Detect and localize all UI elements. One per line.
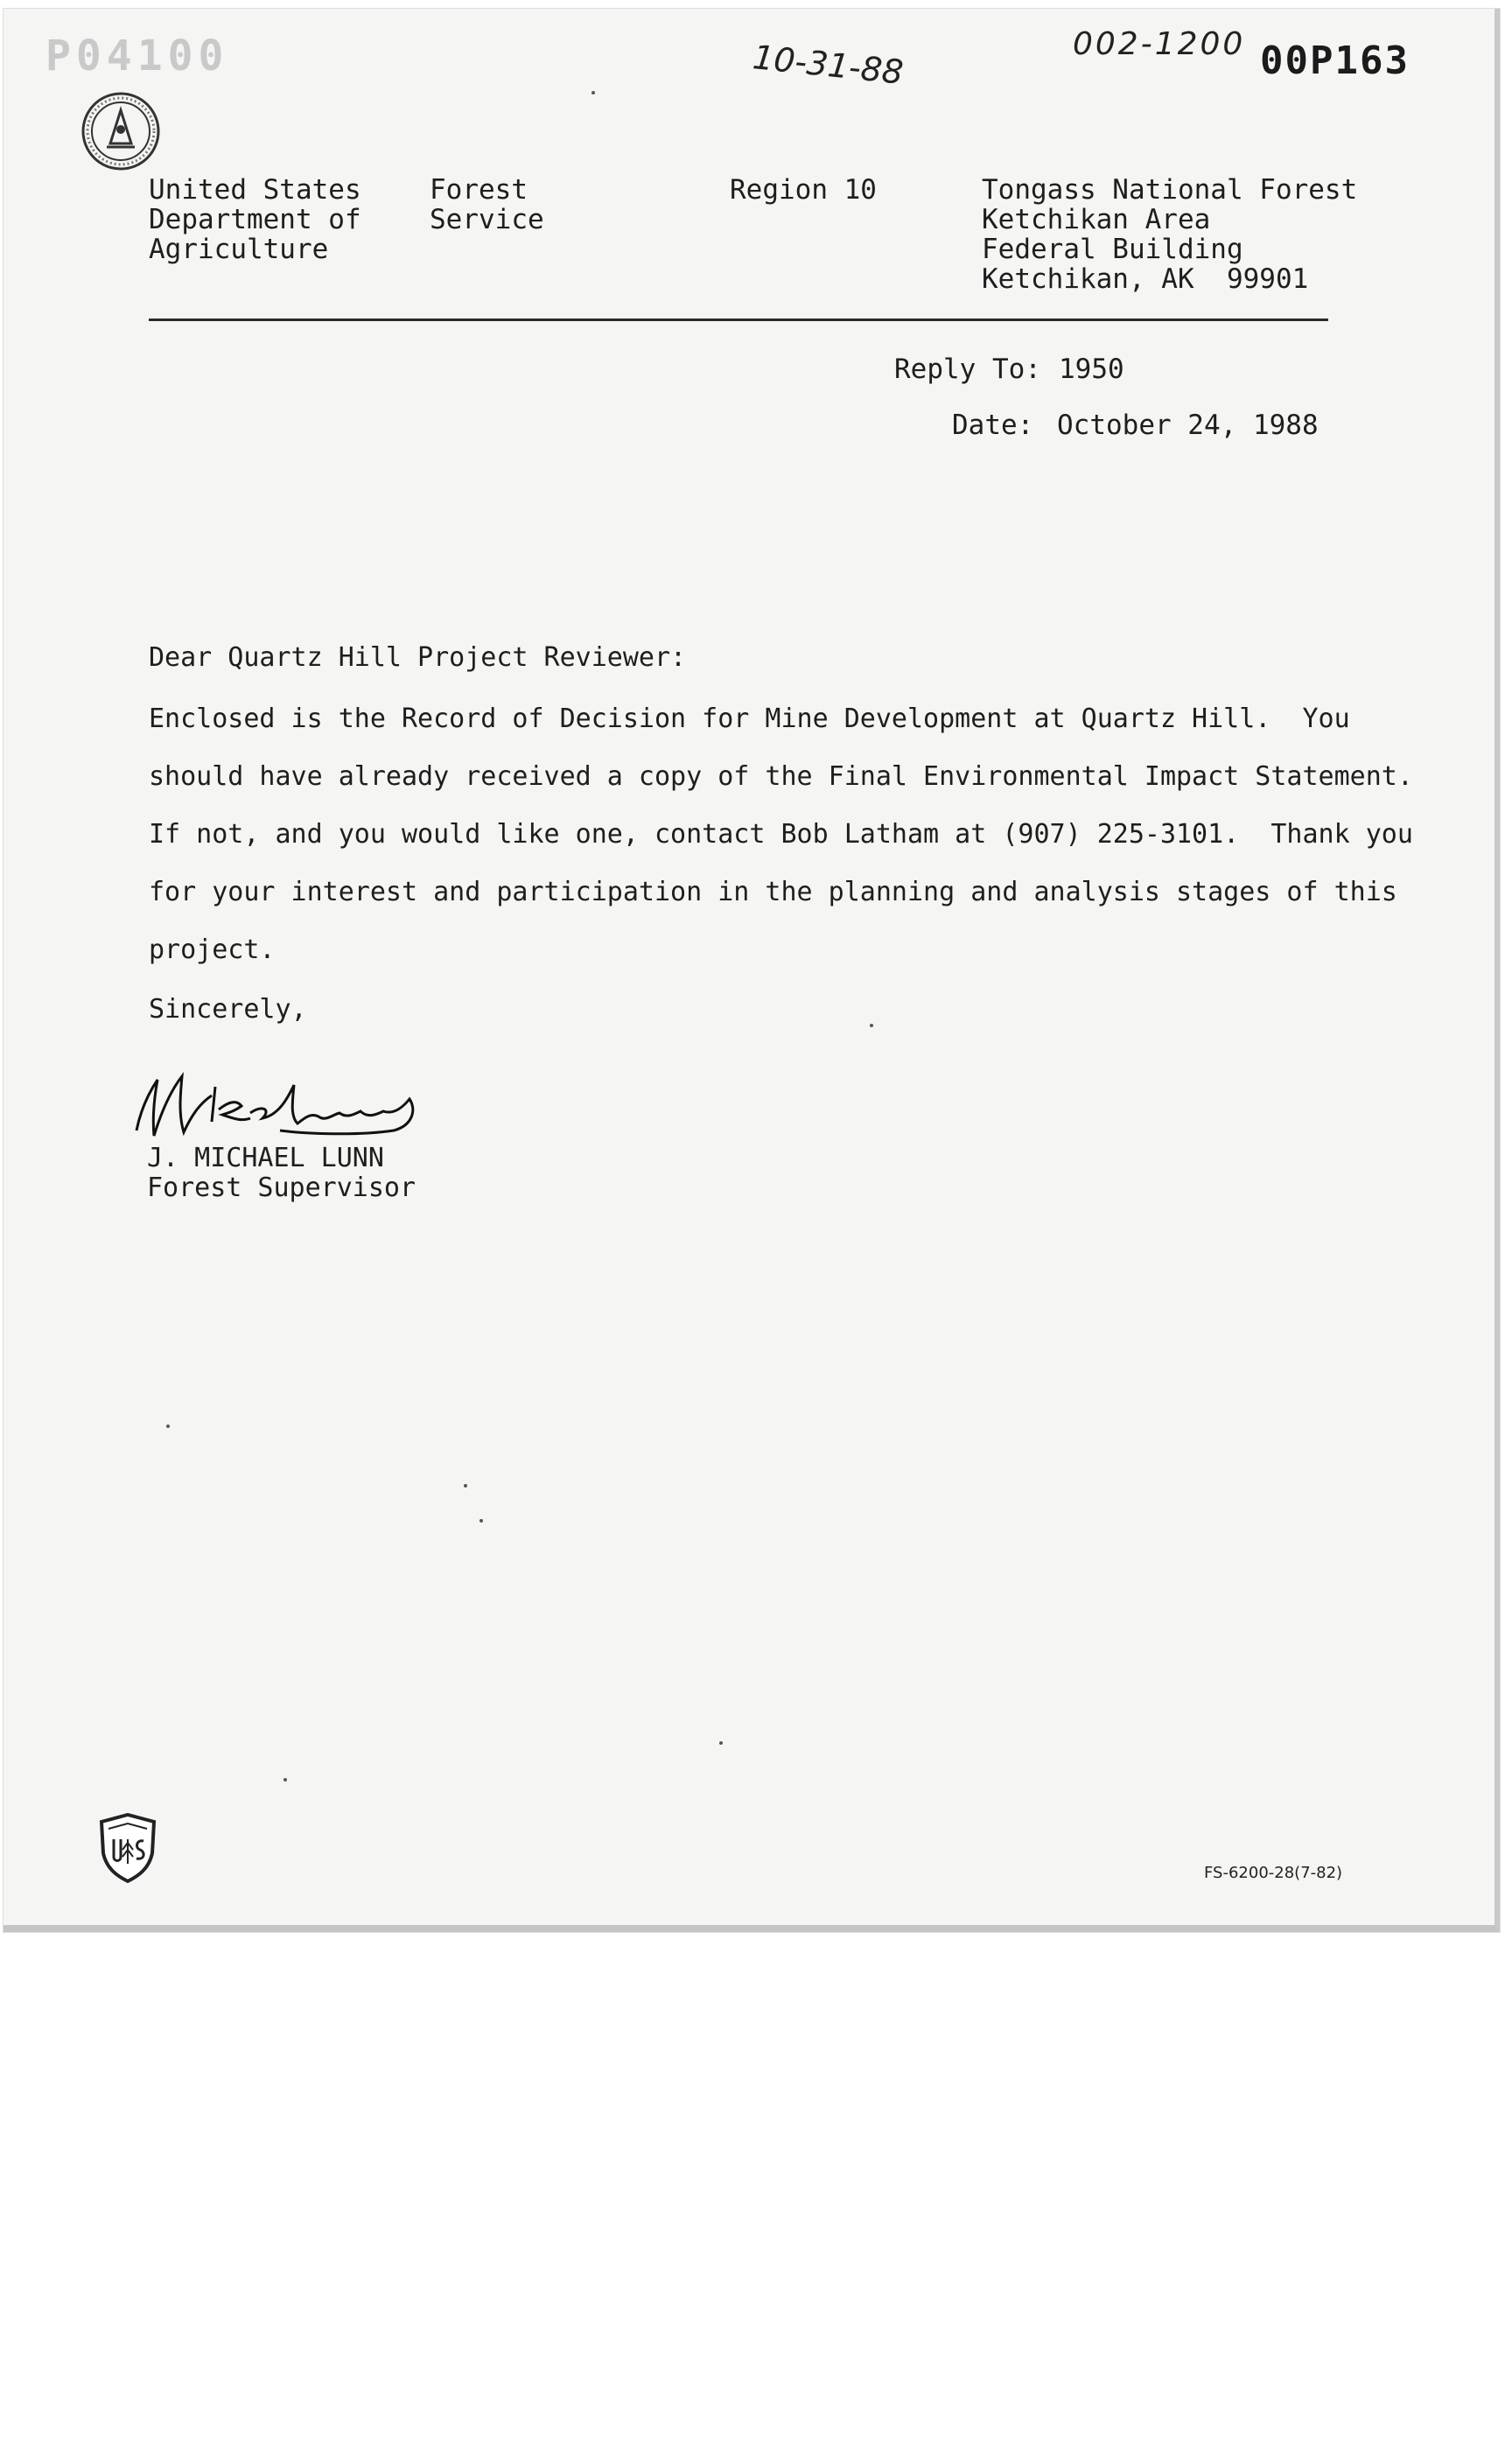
forest-service-shield-icon bbox=[96, 1813, 159, 1883]
handwritten-date: 10-31-88 bbox=[751, 38, 906, 92]
letterhead-divider bbox=[149, 318, 1328, 321]
signer-name: J. MICHAEL LUNN bbox=[147, 1143, 384, 1173]
closing: Sincerely, bbox=[149, 994, 307, 1025]
body-line: Enclosed is the Record of Decision for Mine Development at Quartz Hill. You bbox=[149, 704, 1350, 734]
paper-speck bbox=[870, 1024, 873, 1027]
form-number: FS-6200-28(7-82) bbox=[1204, 1864, 1343, 1882]
handwritten-number: 002-1200 bbox=[1073, 26, 1246, 62]
body-line: If not, and you would like one, contact Bob Latham at (907) 225-3101. Thank you bbox=[149, 819, 1413, 850]
handwritten-signature bbox=[131, 1060, 429, 1148]
usda-seal-icon bbox=[80, 91, 161, 172]
letter-page bbox=[4, 9, 1500, 1932]
paper-speck bbox=[166, 1424, 170, 1428]
salutation: Dear Quartz Hill Project Reviewer: bbox=[149, 642, 687, 673]
body-line: should have already received a copy of the Final Environmental Impact Statement. bbox=[149, 761, 1413, 792]
signer-title: Forest Supervisor bbox=[147, 1172, 416, 1203]
reply-to-value: 1950 bbox=[1059, 354, 1124, 385]
paper-speck bbox=[480, 1519, 483, 1522]
office-address: Tongass National Forest Ketchikan Area Federal Building Ketchikan, AK 99901 bbox=[982, 174, 1358, 295]
paper-speck bbox=[284, 1778, 287, 1782]
agency-name: Forest Service bbox=[430, 174, 544, 235]
department-name: United States Department of Agriculture bbox=[149, 174, 361, 265]
region-label: Region 10 bbox=[730, 174, 877, 206]
paper-speck bbox=[464, 1484, 467, 1488]
paper-speck bbox=[719, 1741, 723, 1745]
reply-to-label: Reply To: bbox=[894, 354, 1041, 385]
file-stamp-right: 00P163 bbox=[1260, 38, 1410, 83]
date-label: Date: bbox=[952, 410, 1034, 441]
paper-speck bbox=[592, 91, 595, 94]
body-line: for your interest and participation in the planning and analysis stages of this bbox=[149, 877, 1397, 907]
file-stamp-left: P04100 bbox=[46, 32, 229, 80]
date-value: October 24, 1988 bbox=[1057, 410, 1319, 441]
body-line: project. bbox=[149, 934, 276, 965]
